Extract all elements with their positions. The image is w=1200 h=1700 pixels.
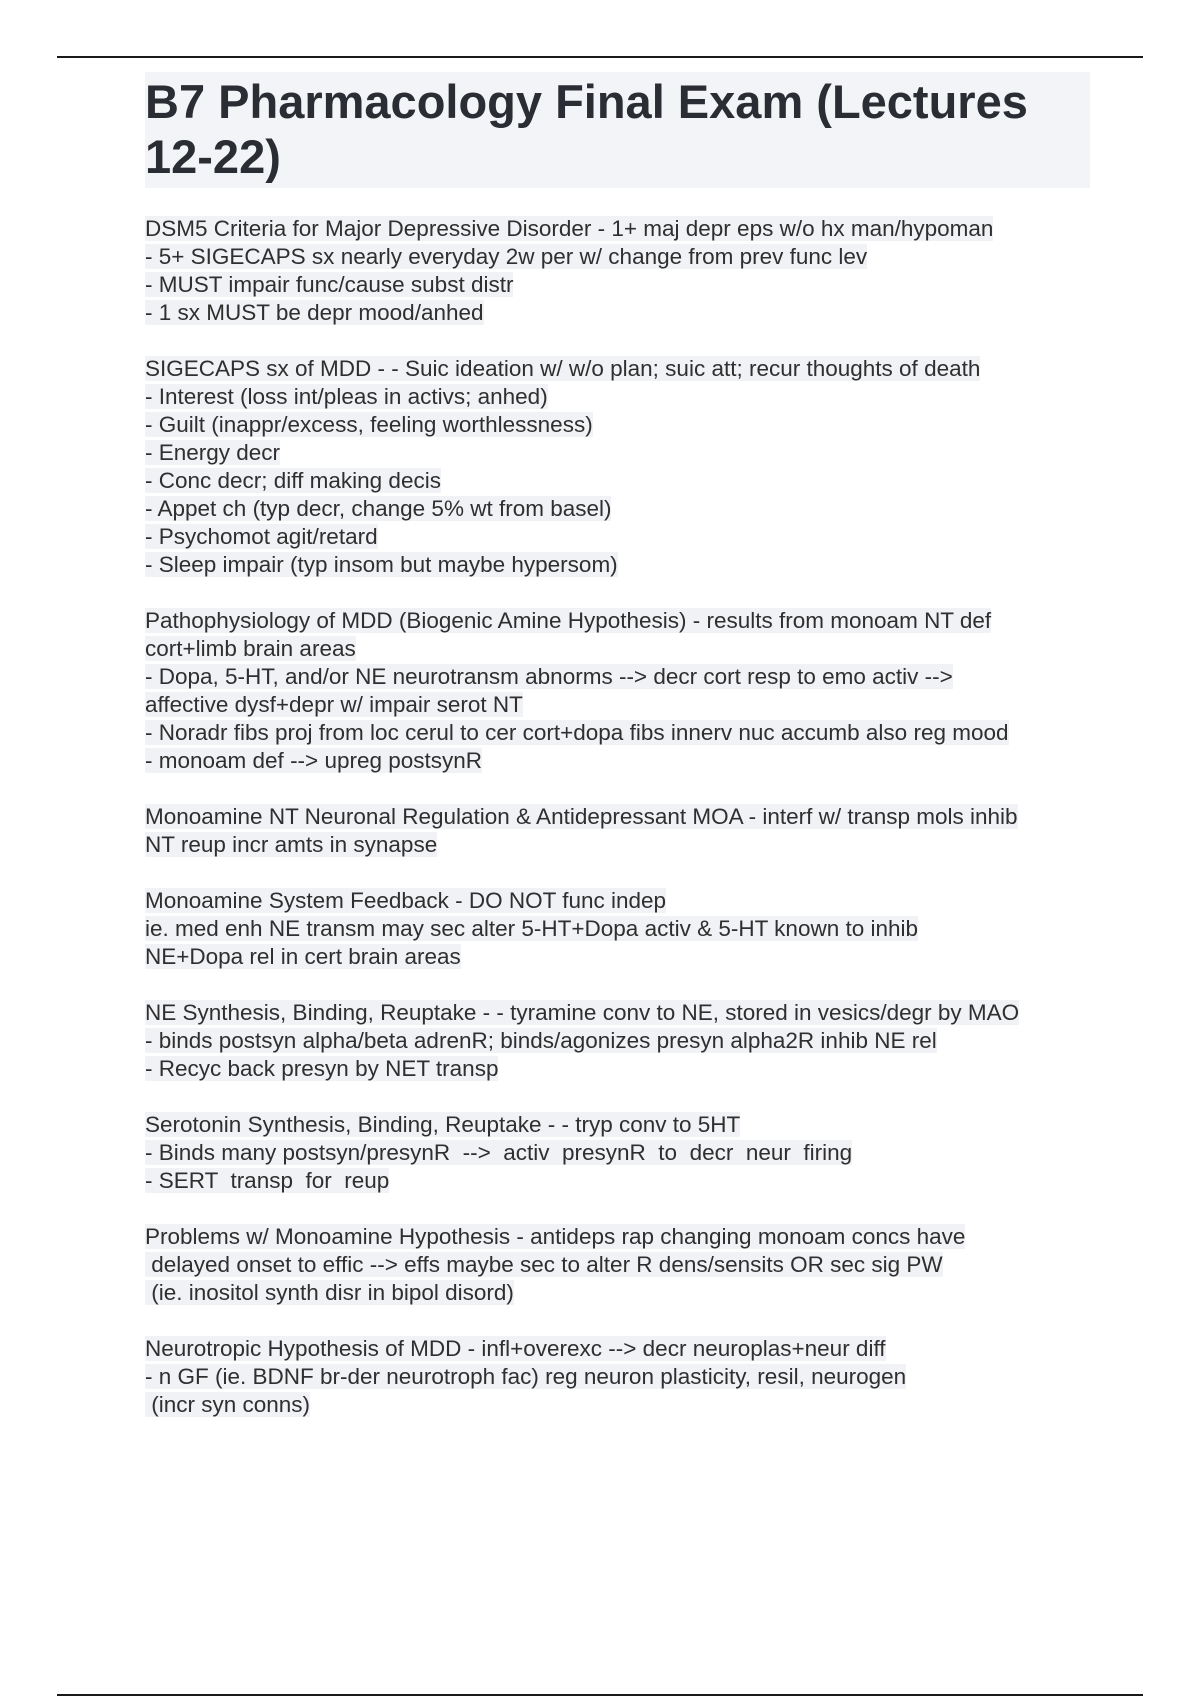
entry-line: - Energy decr [145, 440, 281, 465]
entry-line: Monoamine NT Neuronal Regulation & Antidepressant MOA - interf w/ transp mols inhib [145, 804, 1018, 829]
entry-line: - monoam def --> upreg postsynR [145, 748, 483, 773]
top-rule [57, 56, 1143, 58]
entry-line: - binds postsyn alpha/beta adrenR; binds/agonizes presyn alpha2R inhib NE rel [145, 1028, 937, 1053]
entry-line: NE+Dopa rel in cert brain areas [145, 944, 461, 969]
entry-line: - Binds many postsyn/presynR --> activ presynR to decr neur firing [145, 1140, 853, 1165]
entry-line: Neurotropic Hypothesis of MDD - infl+overexc --> decr neuroplas+neur diff [145, 1336, 886, 1361]
entry-line: - Interest (loss int/pleas in activs; anhed) [145, 384, 548, 409]
entry-line: NE Synthesis, Binding, Reuptake - - tyramine conv to NE, stored in vesics/degr by MAO [145, 1000, 1020, 1025]
page-title: B7 Pharmacology Final Exam (Lectures 12-22) [145, 75, 1028, 183]
entry-line: DSM5 Criteria for Major Depressive Disorder - 1+ maj depr eps w/o hx man/hypoman [145, 216, 994, 241]
flashcard-entry [145, 999, 1090, 1083]
entry-line: - Conc decr; diff making decis [145, 468, 441, 493]
entry-line: - Sleep impair (typ insom but maybe hypersom) [145, 552, 618, 577]
flashcard-entry [145, 355, 1090, 579]
entry-line: - 1 sx MUST be depr mood/anhed [145, 300, 484, 325]
flashcard-entry [145, 215, 1090, 327]
entry-line: SIGECAPS sx of MDD - - Suic ideation w/ w/o plan; suic att; recur thoughts of death [145, 356, 981, 381]
entry-line: - Guilt (inappr/excess, feeling worthlessness) [145, 412, 593, 437]
entry-line: - Recyc back presyn by NET transp [145, 1056, 499, 1081]
entry-line: - 5+ SIGECAPS sx nearly everyday 2w per w/ change from prev func lev [145, 244, 868, 269]
entry-line: Monoamine System Feedback - DO NOT func indep [145, 888, 667, 913]
entry-line: affective dysf+depr w/ impair serot NT [145, 692, 523, 717]
entry-line: Problems w/ Monoamine Hypothesis - antideps rap changing monoam concs have [145, 1224, 966, 1249]
entry-line: - Psychomot agit/retard [145, 524, 378, 549]
bottom-rule [57, 1694, 1143, 1696]
entry-line: delayed onset to effic --> effs maybe sec to alter R dens/sensits OR sec sig PW [145, 1252, 943, 1277]
entry-line: (ie. inositol synth disr in bipol disord) [145, 1280, 514, 1305]
entry-line: Serotonin Synthesis, Binding, Reuptake - - tryp conv to 5HT [145, 1112, 741, 1137]
flashcard-entry [145, 803, 1090, 859]
entry-line: - Dopa, 5-HT, and/or NE neurotransm abnorms --> decr cort resp to emo activ --> [145, 664, 953, 689]
entry-line: Pathophysiology of MDD (Biogenic Amine Hypothesis) - results from monoam NT def [145, 608, 992, 633]
flashcard-list [145, 215, 1090, 1419]
flashcard-entry [145, 887, 1090, 971]
flashcard-entry [145, 607, 1090, 775]
entry-line: - MUST impair func/cause subst distr [145, 272, 514, 297]
entry-line: - SERT transp for reup [145, 1168, 390, 1193]
document-body [145, 72, 1090, 1447]
flashcard-entry [145, 1335, 1090, 1419]
entry-line: - Noradr fibs proj from loc cerul to cer cort+dopa fibs innerv nuc accumb also reg mood [145, 720, 1009, 745]
entry-line: - n GF (ie. BDNF br-der neurotroph fac) reg neuron plasticity, resil, neurogen [145, 1364, 907, 1389]
title-block [145, 72, 1090, 188]
entry-line: - Appet ch (typ decr, change 5% wt from basel) [145, 496, 612, 521]
entry-line: (incr syn conns) [145, 1392, 311, 1417]
entry-line: ie. med enh NE transm may sec alter 5-HT+Dopa activ & 5-HT known to inhib [145, 916, 919, 941]
entry-line: NT reup incr amts in synapse [145, 832, 438, 857]
flashcard-entry [145, 1223, 1090, 1307]
entry-line: cort+limb brain areas [145, 636, 356, 661]
flashcard-entry [145, 1111, 1090, 1195]
